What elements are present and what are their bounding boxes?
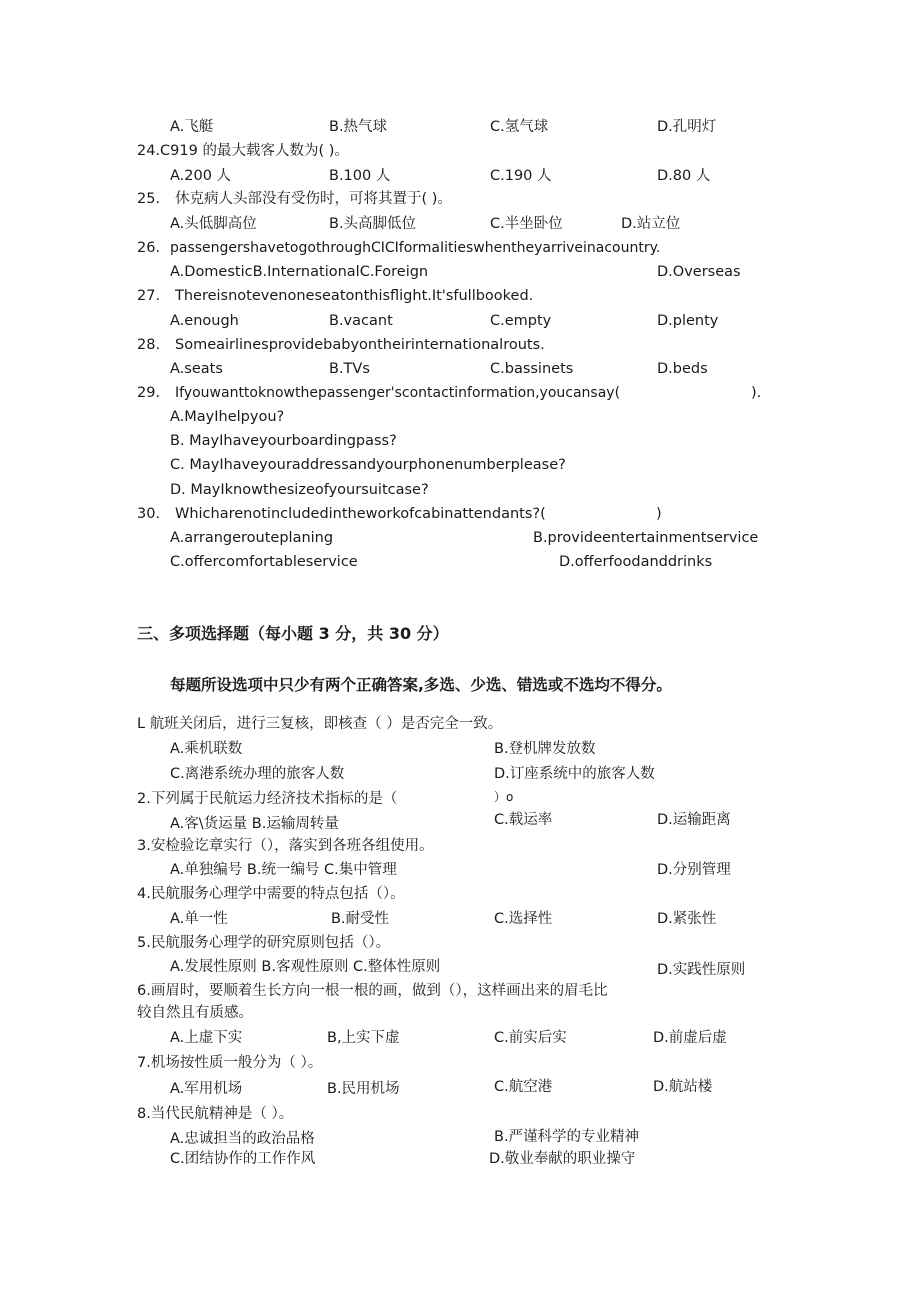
q27-option-d: D.plenty	[657, 313, 719, 329]
m2-option-d: D.运输距离	[657, 812, 731, 828]
q25-option-d: D.站立位	[621, 216, 681, 232]
q26-options-abc: A.DomesticB.InternationalC.Foreign	[170, 264, 429, 280]
m4-option-c: C.选择性	[494, 911, 553, 927]
q27-option-b: B.vacant	[329, 313, 393, 329]
m6-stem-line-1: 6.画眉时，要顺着生长方向一根一根的画，做到（），这样画出来的眉毛比	[137, 983, 608, 999]
q27-option-a: A.enough	[170, 313, 239, 329]
q29-option-c: C. MayIhaveyouraddressandyourphonenumberplease?	[170, 457, 566, 473]
q24-option-d: D.80 人	[657, 168, 711, 184]
m4-option-b: B.耐受性	[331, 911, 390, 927]
q25-option-c: C.半坐卧位	[490, 216, 563, 232]
q29-option-d: D. MayIknowthesizeofyoursuitcase?	[170, 482, 429, 498]
q29-option-b: B. MayIhaveyourboardingpass?	[170, 433, 397, 449]
q30-number: 30.	[137, 506, 161, 522]
m4-option-a: A.单一性	[170, 911, 228, 927]
q30-option-c: C.offercomfortableservice	[170, 554, 358, 570]
m2-stem: 2.下列属于民航运力经济技术指标的是（	[137, 791, 398, 807]
q26-number: 26.	[137, 240, 161, 256]
m8-option-c: C.团结协作的工作作风	[170, 1151, 316, 1167]
q28-option-c: C.bassinets	[490, 361, 574, 377]
q28-option-a: A.seats	[170, 361, 223, 377]
q28-number: 28.	[137, 337, 161, 353]
m4-stem: 4.民航服务心理学中需要的特点包括（）。	[137, 886, 405, 902]
q23-option-a: A.飞艇	[170, 119, 214, 135]
q28-stem: Someairlinesprovidebabyontheirinternationalrouts.	[175, 337, 545, 353]
q24-option-c: C.190 人	[490, 168, 552, 184]
m7-option-a: A.军用机场	[170, 1081, 243, 1097]
m2-option-c: C.载运率	[494, 812, 553, 828]
m6-option-c: C.前实后实	[494, 1030, 567, 1046]
m8-option-b: B.严谨科学的专业精神	[494, 1129, 640, 1145]
m8-option-d: D.敬业奉献的职业操守	[489, 1151, 636, 1167]
m7-stem: 7.机场按性质一般分为（ ）。	[137, 1055, 323, 1071]
q30-stem: Whicharenotincludedintheworkofcabinattendants?(	[175, 506, 546, 522]
m6-option-a: A.上虚下实	[170, 1030, 243, 1046]
q29-number: 29.	[137, 385, 161, 401]
m7-option-b: B.民用机场	[327, 1081, 400, 1097]
m1-option-b: B.登机牌发放数	[494, 741, 596, 757]
q28-option-d: D.beds	[657, 361, 708, 377]
section-3-instructions: 每题所设选项中只少有两个正确答案,多选、少选、错选或不选均不得分。	[170, 676, 672, 694]
m6-option-d: D.前虚后虚	[653, 1030, 727, 1046]
q29-stem: Ifyouwanttoknowthepassenger'scontactinformation,youcansay(	[175, 385, 621, 401]
q30-close-paren: )	[656, 506, 662, 522]
m3-option-d: D.分别管理	[657, 862, 731, 878]
q25-stem: 休克病人头部没有受伤时，可将其置于( )。	[175, 191, 452, 207]
m8-option-a: A.忠诚担当的政治品格	[170, 1131, 315, 1147]
m5-option-d: D.实践性原则	[657, 962, 746, 978]
q23-option-b: B.热气球	[329, 119, 388, 135]
m6-option-b: B,上实下虚	[327, 1030, 400, 1046]
q30-option-d: D.offerfoodanddrinks	[559, 554, 713, 570]
m2-stem-tail: ）o	[494, 790, 514, 804]
m5-options-abc: A.发展性原则 B.客观性原则 C.整体性原则	[170, 959, 441, 975]
q25-number: 25.	[137, 191, 161, 207]
q27-option-c: C.empty	[490, 313, 552, 329]
q30-option-b: B.provideentertainmentservice	[533, 530, 759, 546]
m1-option-c: C.离港系统办理的旅客人数	[170, 766, 345, 782]
q26-stem: passengershavetogothroughCICIformaIitieswhentheyarriveinacountry.	[170, 240, 661, 256]
q24-option-a: A.200 人	[170, 168, 232, 184]
m1-option-a: A.乘机联数	[170, 741, 243, 757]
m7-option-d: D.航站楼	[653, 1079, 713, 1095]
q25-option-b: B.头高脚低位	[329, 216, 417, 232]
m5-stem: 5.民航服务心理学的研究原则包括（）。	[137, 935, 391, 951]
m4-option-d: D.紧张性	[657, 911, 717, 927]
q24-stem: 24.C919 的最大载客人数为( )。	[137, 143, 349, 159]
q29-close-paren: ).	[751, 385, 762, 401]
q28-option-b: B.TVs	[329, 361, 370, 377]
q23-option-c: C.氢气球	[490, 119, 549, 135]
q30-option-a: A.arrangerouteplaning	[170, 530, 334, 546]
m3-stem: 3.安检验讫章实行（），落实到各班各组使用。	[137, 838, 434, 854]
m6-stem-line-2: 较自然且有质感。	[137, 1005, 253, 1021]
q29-option-a: A.MayIhelpyou?	[170, 409, 285, 425]
q27-number: 27.	[137, 288, 161, 304]
m2-options-ab: A.客\货运量 B.运输周转量	[170, 816, 339, 832]
q27-stem: Thereisnotevenoneseatonthisflight.It'sfullbooked.	[175, 288, 534, 304]
m7-option-c: C.航空港	[494, 1079, 553, 1095]
q26-option-d: D.Overseas	[657, 264, 741, 280]
q25-option-a: A.头低脚高位	[170, 216, 257, 232]
m8-stem: 8.当代民航精神是（ ）。	[137, 1106, 294, 1122]
q24-option-b: B.100 人	[329, 168, 391, 184]
q23-option-d: D.孔明灯	[657, 119, 717, 135]
m1-option-d: D.订座系统中的旅客人数	[494, 766, 655, 782]
m3-options-abc: A.单独编号 B.统一编号 C.集中管理	[170, 862, 397, 878]
section-3-title: 三、多项选择题（每小题 3 分，共 30 分）	[137, 624, 449, 643]
m1-stem: L 航班关闭后，进行三复核，即核查（ ）是否完全一致。	[137, 716, 503, 732]
